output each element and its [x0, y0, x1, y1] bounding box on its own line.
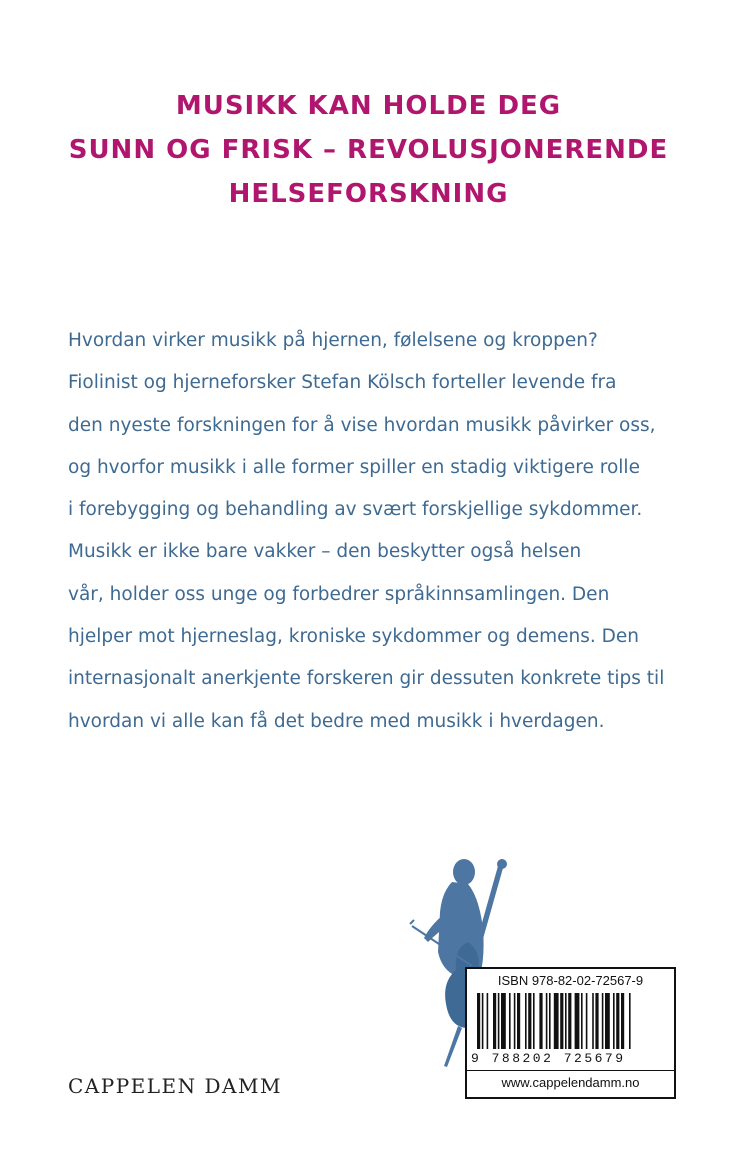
barcode-bar	[546, 993, 548, 1049]
blurb-line: hjelper mot hjerneslag, kroniske sykdommer og demens. Den	[68, 626, 639, 648]
blurb-line: vår, holder oss unge og forbedrer språkinnsamlingen. Den	[68, 583, 610, 605]
publisher-url: www.cappelendamm.no	[501, 1075, 640, 1090]
blurb-line: og hvorfor musikk i alle former spiller en stadig viktigere rolle	[68, 456, 640, 478]
barcode-bar	[533, 993, 535, 1049]
barcode-bar	[616, 993, 619, 1049]
barcode-bar	[602, 993, 604, 1049]
barcode-bar	[581, 993, 583, 1049]
barcode-bar	[498, 993, 500, 1049]
barcode-bar	[592, 993, 594, 1049]
barcode-bar	[586, 993, 588, 1049]
barcode-bar	[517, 993, 520, 1049]
barcode-bar	[621, 993, 624, 1049]
publisher-logo: CAPPELEN DAMM	[68, 1074, 282, 1098]
barcode-bar	[528, 993, 531, 1049]
barcode-bar	[539, 993, 542, 1049]
barcode-bars	[477, 993, 667, 1049]
barcode-bar	[477, 993, 480, 1049]
barcode-bar	[493, 993, 496, 1049]
barcode-bar	[487, 993, 489, 1049]
blurb-line: Hvordan virker musikk på hjernen, følelsene og kroppen?	[68, 330, 598, 351]
barcode-bar	[525, 993, 527, 1049]
isbn-barcode	[465, 967, 676, 1099]
blurb-line: hvordan vi alle kan få det bedre med musikk i hverdagen.	[68, 710, 605, 732]
barcode-bar	[568, 993, 571, 1049]
headline-line-2: SUNN OG FRISK – REVOLUSJONERENDE	[68, 135, 669, 165]
isbn-label: ISBN 978-82-02-72567-9	[497, 973, 644, 988]
barcode-bar	[629, 993, 631, 1049]
barcode-bar	[554, 993, 559, 1049]
barcode-bar	[514, 993, 516, 1049]
blurb-line: Fiolinist og hjerneforsker Stefan Kölsch forteller levende fra	[68, 372, 617, 394]
barcode-bar	[549, 993, 551, 1049]
blurb-text	[68, 320, 698, 743]
barcode-bar	[565, 993, 567, 1049]
publisher-url-strip	[467, 1070, 674, 1097]
barcode-bar	[605, 993, 610, 1049]
barcode-bar	[482, 993, 484, 1049]
isbn-digits: 9 788202 725679	[471, 1051, 626, 1066]
barcode-bar	[613, 993, 615, 1049]
headline-line-1: MUSIKK KAN HOLDE DEG	[175, 91, 562, 121]
barcode-bar	[595, 993, 598, 1049]
blurb-line: den nyeste forskningen for å vise hvordan musikk påvirker oss,	[68, 414, 656, 436]
barcode-bar	[501, 993, 506, 1049]
blurb-line: i forebygging og behandling av svært forskjellige sykdommer.	[68, 499, 643, 521]
blurb-line: Musikk er ikke bare vakker – den beskytter også helsen	[68, 541, 582, 563]
barcode-bar	[560, 993, 563, 1049]
barcode-bar	[509, 993, 511, 1049]
blurb-line: internasjonalt anerkjente forskeren gir dessuten konkrete tips til	[68, 668, 665, 690]
headline-line-3: HELSEFORSKNING	[228, 179, 509, 209]
barcode-bar	[575, 993, 580, 1049]
headline	[40, 84, 697, 216]
